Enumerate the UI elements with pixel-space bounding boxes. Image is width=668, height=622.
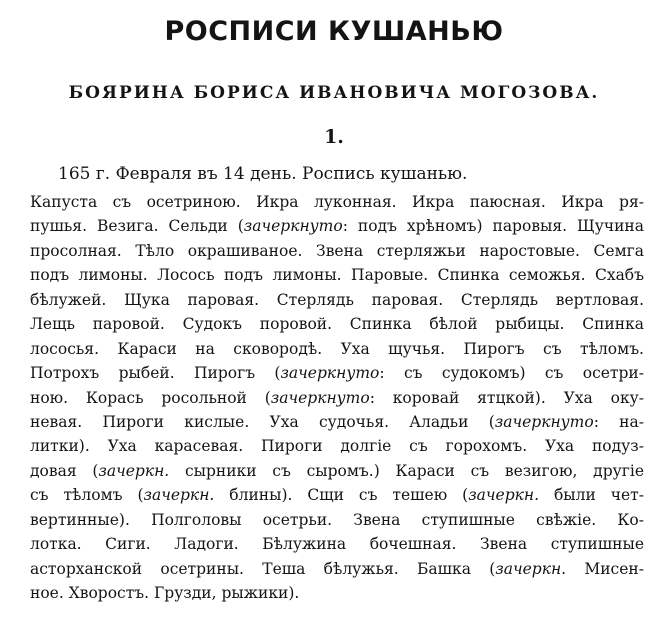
text-line bbox=[30, 190, 644, 214]
editorial-note: зачеркн. bbox=[143, 486, 215, 505]
text-line bbox=[30, 312, 644, 336]
text-line bbox=[30, 459, 644, 483]
text-line bbox=[30, 508, 644, 532]
text-segment: пушья. Везига. Сельди ( bbox=[30, 217, 244, 236]
text-segment: лотка. Сиги. Ладоги. Бѣлужина бочешная. Звена ступишные bbox=[30, 535, 644, 554]
text-line bbox=[30, 410, 644, 434]
document-subtitle: БОЯРИНА БОРИСА ИВАНОВИЧА МОГОЗОВА. bbox=[68, 83, 600, 103]
text-segment: Мисен- bbox=[566, 559, 644, 578]
text-line bbox=[30, 337, 644, 361]
text-line bbox=[30, 214, 644, 238]
editorial-note: зачеркнуто bbox=[494, 412, 594, 431]
text-line bbox=[30, 263, 644, 287]
text-segment: блины). Сщи съ тешею ( bbox=[214, 486, 469, 505]
body-text bbox=[30, 190, 644, 605]
editorial-note: зачеркнуто bbox=[243, 217, 343, 236]
text-segment: вертинные). Полголовы осетрьи. Звена ступишные свѣжіе. Ко- bbox=[30, 510, 644, 529]
text-segment: бѣлужей. Щука паровая. Стерлядь паровая. Стерлядь вертловая. bbox=[30, 290, 644, 309]
text-segment: : коровай ятцкой). Уха оку- bbox=[369, 388, 644, 407]
text-segment: ною. Корась росольной ( bbox=[30, 388, 271, 407]
text-segment: Лещь паровой. Судокъ поровой. Спинка бѣлой рыбицы. Спинка bbox=[30, 315, 644, 334]
text-line bbox=[30, 239, 644, 263]
text-line bbox=[30, 581, 644, 605]
editorial-note: зачеркнуто bbox=[270, 388, 370, 407]
text-line bbox=[30, 288, 644, 312]
text-segment: литки). Уха карасевая. Пироги долгіе съ горохомъ. Уха подуз- bbox=[30, 437, 644, 456]
text-segment: : на- bbox=[593, 412, 644, 431]
editorial-note: зачеркнуто bbox=[280, 364, 380, 383]
editorial-note: зачеркн. bbox=[98, 461, 170, 480]
text-line bbox=[30, 386, 644, 410]
editorial-note: зачеркн. bbox=[468, 486, 540, 505]
text-segment: асторханской осетрины. Теша бѣлужья. Башка ( bbox=[30, 559, 496, 578]
text-segment: невая. Пироги кислые. Уха судочья. Аладьи ( bbox=[30, 412, 495, 431]
dateline: 165 г. Февраля въ 14 день. Роспись кушанью. bbox=[58, 164, 468, 184]
text-segment: Капуста съ осетриною. Икра луконная. Икра паюсная. Икра ря- bbox=[30, 193, 644, 211]
section-number: 1. bbox=[324, 126, 344, 148]
text-segment: лососья. Караси на сковородѣ. Уха щучья. Пирогъ съ тѣломъ. bbox=[30, 339, 644, 358]
text-segment: : подъ хрѣномъ) паровыя. Щучина bbox=[342, 217, 644, 236]
text-segment: Потрохъ рыбей. Пирогъ ( bbox=[30, 364, 281, 383]
document-title: РОСПИСИ КУШАНЬЮ bbox=[164, 16, 504, 47]
text-line bbox=[30, 557, 644, 581]
text-segment: сырники съ сыромъ.) Караси съ везигою, другіе bbox=[169, 461, 644, 480]
text-line bbox=[30, 361, 644, 385]
text-line bbox=[30, 434, 644, 458]
text-line bbox=[30, 532, 644, 556]
text-segment: довая ( bbox=[30, 461, 99, 480]
text-segment: просолная. Тѣло окрашиваное. Звена стерляжьи наростовые. Семга bbox=[30, 241, 644, 260]
editorial-note: зачеркн. bbox=[495, 559, 567, 578]
text-segment: : съ судокомъ) съ осетри- bbox=[379, 364, 644, 383]
text-segment: съ тѣломъ ( bbox=[30, 486, 144, 505]
text-segment: подъ лимоны. Лосось подъ лимоны. Паровые. Спинка семожья. Схабъ bbox=[30, 266, 644, 285]
text-segment: ное. Хворостъ. Грузди, рыжики). bbox=[30, 584, 300, 602]
text-segment: были чет- bbox=[539, 486, 644, 505]
text-line bbox=[30, 483, 644, 507]
